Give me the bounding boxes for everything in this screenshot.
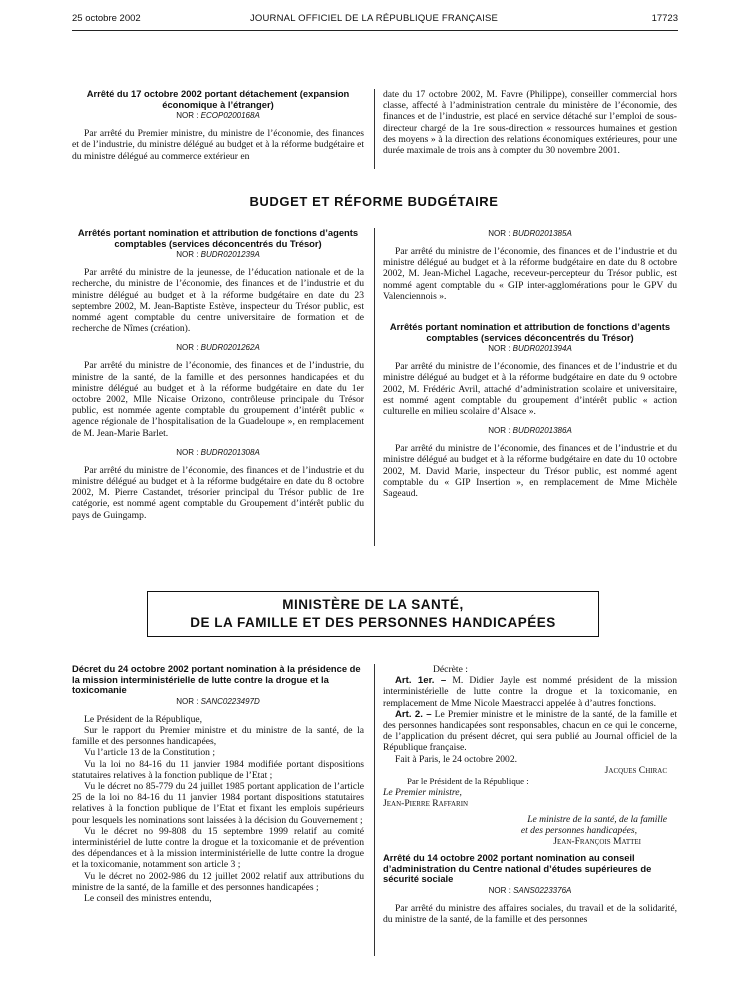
decret-paragraph: Vu l’article 13 de la Constitution ; [84, 747, 216, 759]
column-divider [374, 664, 375, 956]
nor-line: NOR : BUDR0201386A [488, 426, 572, 436]
arrete-body: Par arrêté du ministre de l’économie, des finances et de l’industrie et du ministre délégué au budget et à la réforme budgétaire en date du 8 octobre 2002, M. Pierre Castandet, trésorier principal du Trésor public de 1re catégorie, est nommé agent comptable du Groupement d’intérêt public du pays de Guingamp. [72, 464, 364, 521]
article-2-label: Art. 2. – [395, 708, 432, 720]
minister-role-2: et des personnes handicapées, [520, 824, 637, 836]
nor-line: NOR : BUDR0201394A [488, 344, 572, 354]
nor-line: NOR : SANC0223497D [176, 696, 260, 706]
nor-code: BUDR0201308A [200, 447, 260, 457]
decret-paragraph: Vu le décret no 85-779 du 24 juillet 1985 portant application de l’article 25 de la loi no 84-16 du 11 janvier 1984 portant dispositions statutaires relatives à la fonction publique de l’Etat et fixant les emplois supérieurs pour lesquels les nominations sont laissées à la décision du Gouvernement ; [72, 781, 364, 826]
arrete-title-2: Arrêté du 14 octobre 2002 portant nomination au conseil d’administration du Centre national d’études supérieures de sécurité sociale [383, 852, 652, 885]
pm-role: Le Premier ministre, [383, 787, 462, 799]
budget-right-column [383, 228, 677, 499]
arrete-body: Par arrêté du ministre de l’économie, des finances et de l’industrie et du ministre délégué au budget et à la réforme budgétaire en date du 10 octobre 2002, M. David Marie, inspecteur du Trésor public, est nommé agent comptable du « GIP Insertion », en remplacement de Mme Michèle Sageaud. [383, 443, 677, 500]
par-line: Par le Président de la République : [407, 776, 529, 787]
nor-code: ECOP0200168A [200, 111, 260, 121]
arrete-body: Par arrêté du ministre de l’économie, des finances et de l’industrie, du ministre de la santé, de la famille et des personnes handicapées et du ministre délégué au budget et à la réforme budgétaire en date du 1er octobre 2002, Mlle Nicaise Orizono, contrôleuse principale du Trésor public, est nommée agente comptable du groupement d’intérêt public « agence régionale de l’hospitalisation de la Guadeloupe », en remplacement de M. Jean-Marie Barlet. [72, 360, 364, 439]
nor-line: NOR : BUDR0201385A [488, 229, 572, 238]
header-rule [72, 30, 678, 31]
article-1: Art. 1er. – M. Didier Jayle est nommé président de la mission interministérielle de lutte contre la drogue et la toxicomanie, en remplacement de Mme Nicole Maestracci appelée à d’autres fonctions. [383, 675, 677, 709]
nor-line: NOR : SANS0223376A [488, 886, 572, 896]
fait-line: Fait à Paris, le 24 octobre 2002. [395, 753, 518, 765]
decrete-line: Décrète : [433, 664, 468, 675]
top-right-column [383, 89, 677, 156]
budget-left-column [72, 228, 364, 521]
nor-code: BUDR0201385A [512, 229, 572, 238]
arrete-body: Par arrêté du ministre de l’économie, des finances et de l’industrie et du ministre délégué au budget et à la réforme budgétaire en date du 8 octobre 2002, M. Jean-Michel Lagache, receveur-percepteur du Trésor public, est nommé agent comptable du « GIP inter-agglomérations pour le GPV du Valenciennois ». [383, 246, 677, 302]
nor-line: NOR : BUDR0201308A [176, 447, 260, 457]
signature-president: Jacques Chirac [604, 764, 667, 776]
column-divider [374, 228, 375, 546]
decret-paragraph: Vu la loi no 84-16 du 11 janvier 1984 modifiée portant dispositions statutaires relatives à la fonction publique de l’Etat ; [72, 758, 364, 781]
header-date: 25 octobre 2002 [72, 13, 141, 24]
arrete-body: Par arrêté du ministre de l’économie, des finances et de l’industrie et du ministre délégué au budget et à la réforme budgétaire en date du 9 octobre 2002, M. Frédéric Avril, attaché d’administration scolaire et universitaire, est nommé agent comptable du groupement d’intérêt public « action culturelle en milieu scolaire d’Alsace ». [383, 361, 677, 418]
decret-title: Décret du 24 octobre 2002 portant nomination à la présidence de la mission interministérielle de lutte contre la drogue et la toxicomanie [72, 663, 361, 696]
arrete-body-continued: date du 17 octobre 2002, M. Favre (Philippe), conseiller commercial hors classe, affecté à l’administration centrale du ministère de l’économie, des finances et de l’industrie, est placé en service détaché sur l’emploi de sous-directeur chargé de la 1re sous-direction « ressources humaines et gestion des moyens » à la direction des relations économiques extérieures, pour une durée maximale de trois ans à compter du 30 novembre 2001. [383, 89, 677, 157]
decret-paragraph: Sur le rapport du Premier ministre et du ministre de la santé, de la famille et des personnes handicapées, [72, 724, 364, 748]
budget-right-title: Arrêtés portant nomination et attribution de fonctions d’agents comptables (services déconcentrés du Trésor) [389, 321, 671, 343]
budget-left-title: Arrêtés portant nomination et attribution de fonctions d’agents comptables (services déconcentrés du Trésor) [77, 227, 359, 249]
header-page-number: 17723 [651, 13, 678, 24]
nor-code: BUDR0201394A [512, 344, 572, 354]
nor-code: BUDR0201262A [200, 343, 260, 353]
nor-line: NOR : BUDR0201239A [176, 250, 260, 260]
nor-code: SANS0223376A [513, 886, 572, 896]
column-divider [374, 89, 375, 169]
nor-code: BUDR0201239A [200, 250, 260, 260]
sante-right-column [383, 664, 677, 925]
arrete-body: Par arrêté du ministre de la jeunesse, de l’éducation nationale et de la recherche, du ministre de l’économie, des finances et de l’industrie et du ministre délégué au budget et à la réforme budgétaire en date du 23 septembre 2002, M. Jean-Baptiste Estève, inspecteur du Trésor public, est nommé agent comptable du centre universitaire de formation et de recherche de Nîmes (création). [72, 267, 364, 335]
decret-paragraph: Vu le décret no 2002-986 du 12 juillet 2002 relatif aux attributions du ministre de la santé, de la famille et des personnes handicapées ; [72, 870, 364, 893]
decret-paragraph: Vu le décret no 99-808 du 15 septembre 1999 relatif au comité interministériel de lutte contre la drogue et la toxicomanie et de prévention des dépendances et à la mission interministérielle de lutte contre la drogue et la toxicomanie, notamment son article 3 ; [72, 825, 364, 871]
pm-signature: Jean-Pierre Raffarin [383, 798, 469, 810]
nor-line: NOR : ECOP0200168A [176, 111, 260, 121]
sante-left-column [72, 664, 364, 904]
nor-line: NOR : BUDR0201262A [176, 343, 260, 353]
arrete-body: Par arrêté du Premier ministre, du ministre de l’économie, des finances et de l’industrie, du ministre délégué au budget et à la réforme budgétaire et du ministre délégué au commerce extérieur en [72, 128, 364, 162]
article-2: Art. 2. – Le Premier ministre et le ministre de la santé, de la famille et des personnes handicapées sont responsables, chacun en ce qui le concerne, de l’application du présent décret, qui sera publié au Journal officiel de la République française. [383, 708, 677, 754]
page-header [0, 13, 748, 29]
minister-role: Le ministre de la santé, de la famille [527, 813, 667, 825]
arrete-title: Arrêté du 17 octobre 2002 portant détachement (expansion économique à l’étranger) [86, 88, 350, 110]
decret-paragraph: Le conseil des ministres entendu, [84, 893, 212, 905]
nor-code: SANC0223497D [200, 696, 260, 706]
nor-code: BUDR0201386A [512, 426, 572, 436]
arrete-body: Par arrêté du ministre des affaires sociales, du travail et de la solidarité, du ministre de la santé, de la famille et des personnes [383, 903, 677, 926]
header-journal-title: JOURNAL OFFICIEL DE LA RÉPUBLIQUE FRANÇAISE [249, 13, 499, 24]
article-1-label: Art. 1er. – [395, 675, 447, 687]
minister-signature: Jean-François Mattei [553, 836, 641, 848]
section-title-budget: BUDGET ET RÉFORME BUDGÉTAIRE [249, 194, 499, 209]
top-left-column [72, 89, 364, 162]
section-title-sante: MINISTÈRE DE LA SANTÉ, DE LA FAMILLE ET DES PERSONNES HANDICAPÉES [147, 591, 599, 637]
decret-paragraph: Le Président de la République, [84, 713, 203, 725]
